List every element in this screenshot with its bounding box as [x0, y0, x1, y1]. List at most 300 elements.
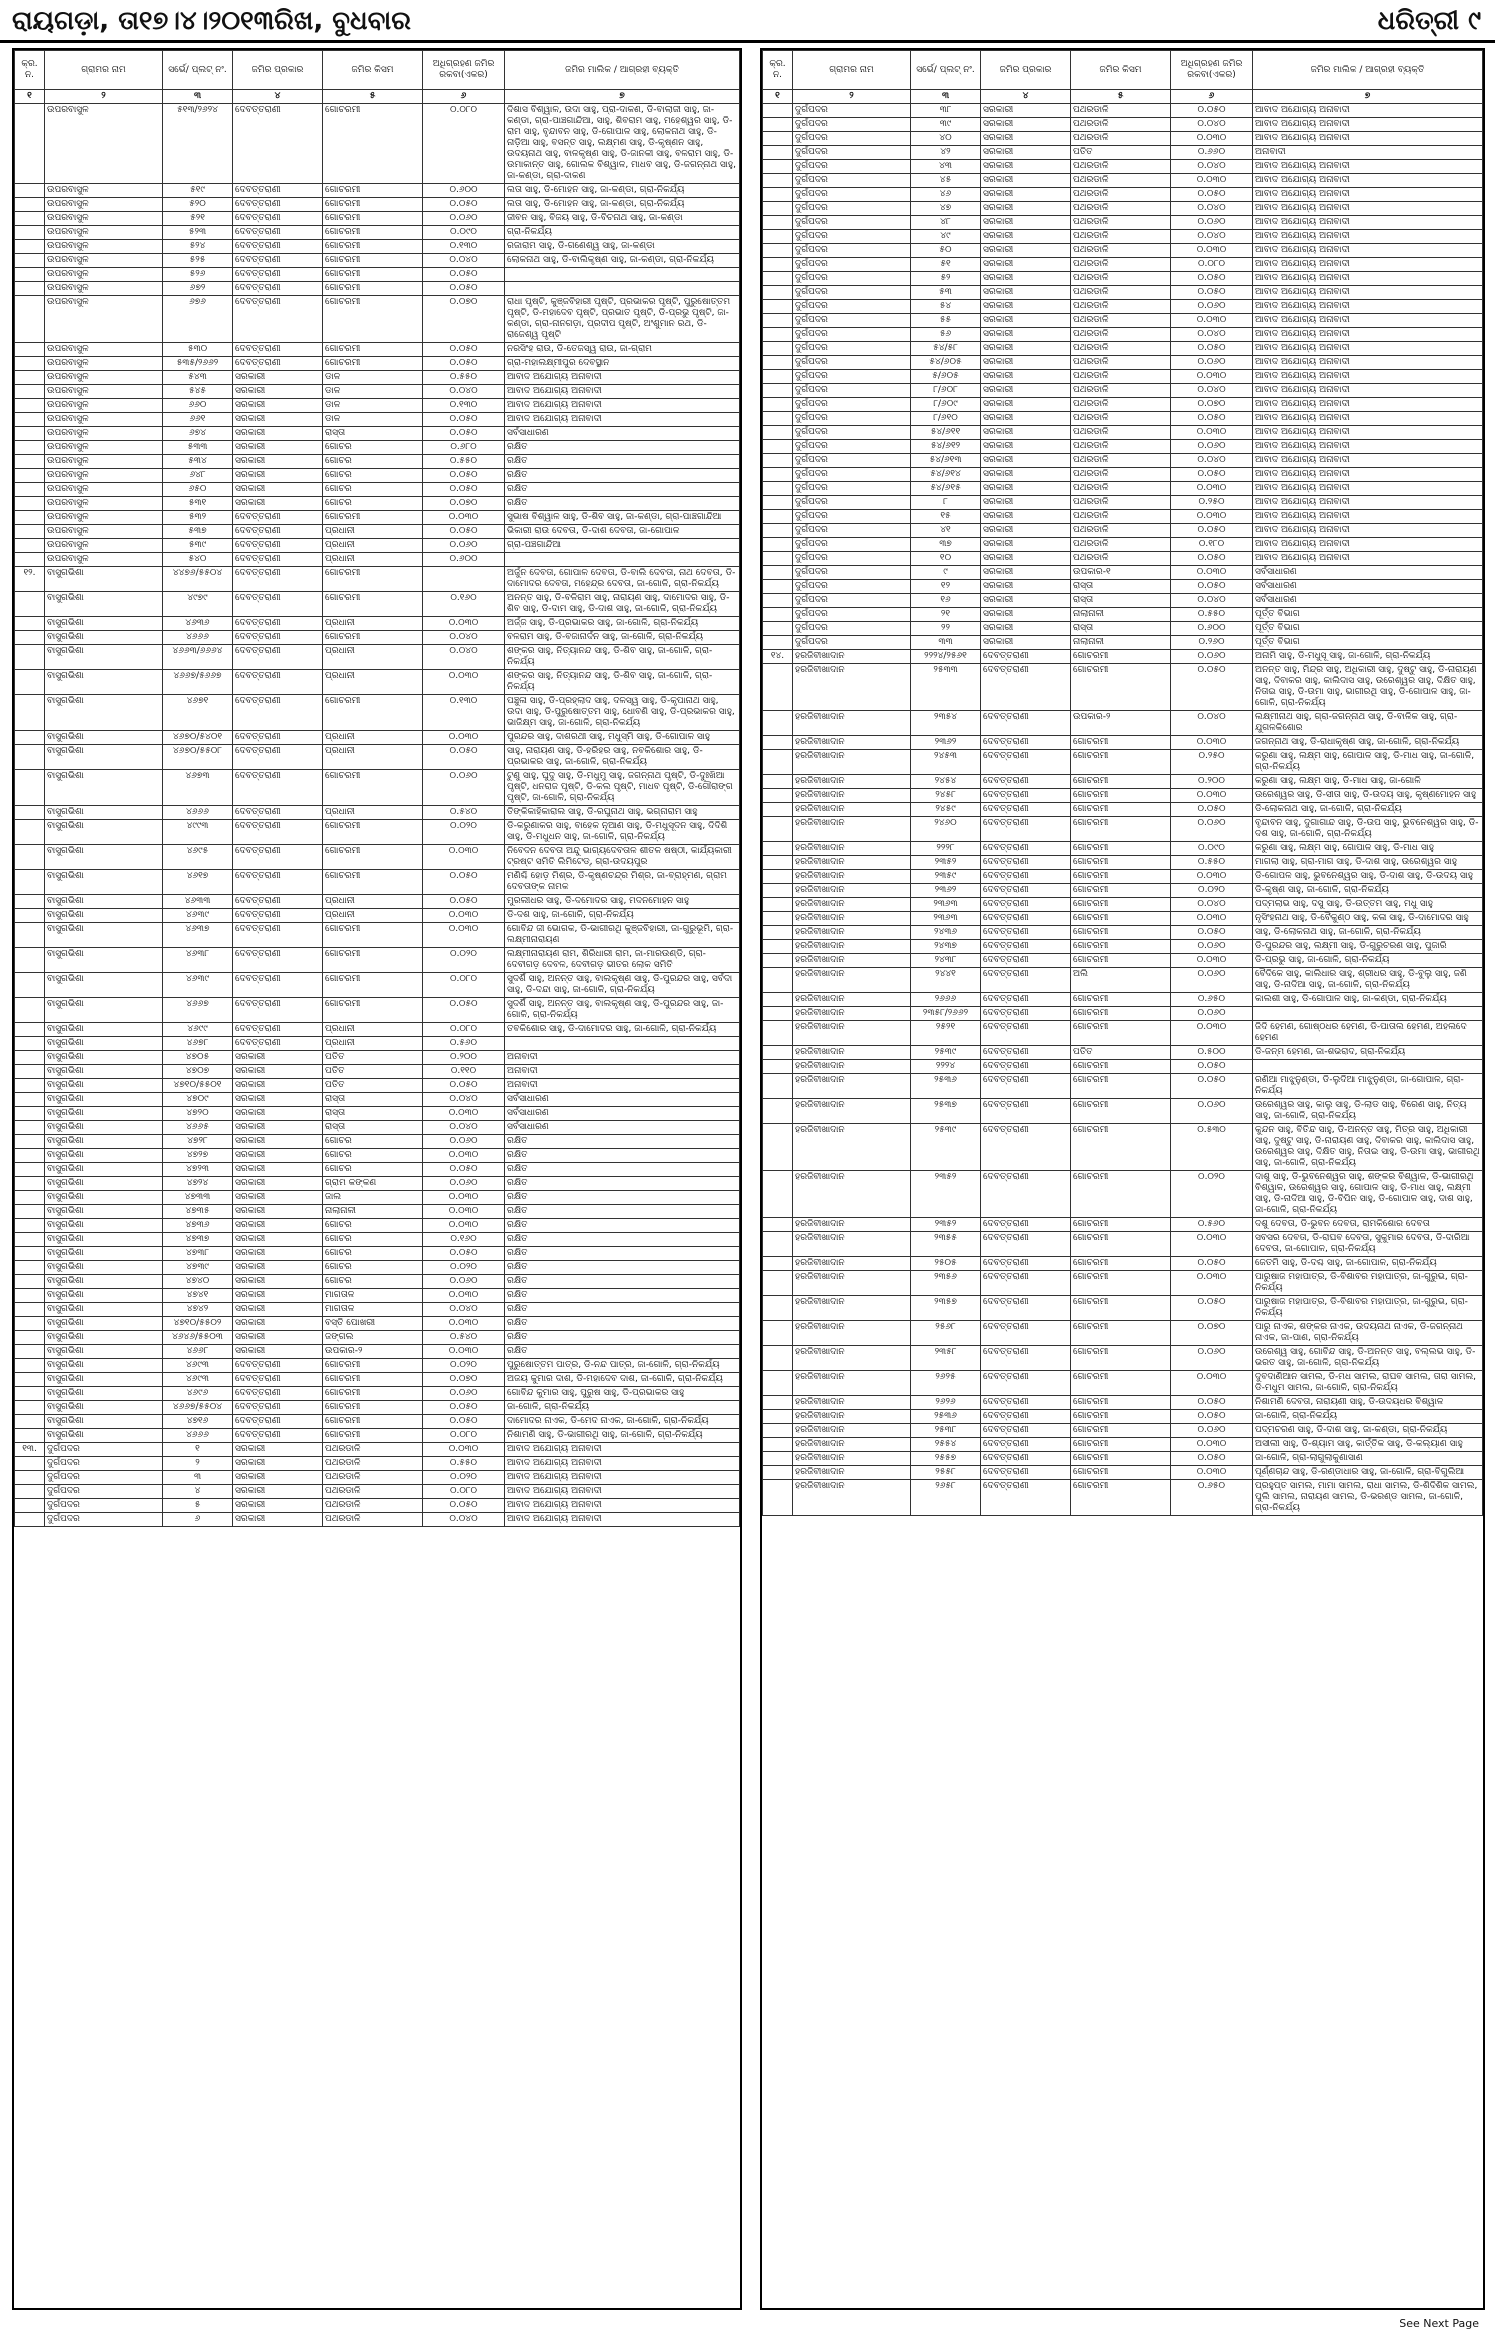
- cell-sl: [15, 923, 45, 948]
- cell-kisam: ଡାଳ: [323, 385, 423, 399]
- table-row: [763, 1074, 1483, 1099]
- table-row: [15, 1275, 740, 1289]
- cell-plot: ୫୨୧: [163, 212, 233, 226]
- cell-plot: ୫/୬୦୫: [911, 370, 981, 384]
- cell-plot: ୪୭୪୦: [163, 1275, 233, 1289]
- cell-area: ୦.୦୫୦: [423, 469, 505, 483]
- cell-owner: ଆବାଦ ଅଯୋଗ୍ୟ ଅନାବାଦୀ: [505, 1457, 740, 1471]
- cell-owner: ଆବାଦ ଅଯୋଗ୍ୟ ଅନାବାଦୀ: [1253, 342, 1483, 356]
- cell-plot: ୪୭୦୫: [163, 1051, 233, 1065]
- cell-village: ବାସୁଗଭିଶା: [45, 895, 163, 909]
- cell-sl: [15, 973, 45, 998]
- cell-type: ଦେବତ୍ତରାଣୀ: [233, 1401, 323, 1415]
- cell-type: ସରକାରୀ: [233, 385, 323, 399]
- cell-village: ଦୁର୍ଗପଦର: [793, 104, 911, 118]
- cell-kisam: ପ୍ରଧାନୀ: [323, 539, 423, 553]
- cell-village: ହରଜିବୀଖାଦାନ: [793, 1480, 911, 1516]
- cell-type: ସରକାରୀ: [233, 1107, 323, 1121]
- cell-type: ଦେବତ୍ତରାଣୀ: [981, 1232, 1071, 1257]
- cell-sl: [763, 594, 793, 608]
- table-row: [763, 202, 1483, 216]
- cell-type: ଦେବତ୍ତରାଣୀ: [981, 884, 1071, 898]
- cell-plot: ୪୭୦୭: [163, 1065, 233, 1079]
- cell-kisam: ପଥରଡାଳି: [1071, 412, 1171, 426]
- cell-area: ୦.୦୩୦: [1171, 174, 1253, 188]
- table-row: [763, 244, 1483, 258]
- cell-area: ୦.୦୫୦: [1171, 580, 1253, 594]
- cell-owner: ଆବାଦ ଅଯୋଗ୍ୟ ଅନାବାଦୀ: [1253, 440, 1483, 454]
- cell-area: ୦.୦୩୦: [423, 1205, 505, 1219]
- table-row: [763, 608, 1483, 622]
- cell-owner: କରୁଣା ସାହୁ, ଲକ୍ଷ୍ମ ସାହୁ, ଗୋପାଳ ସାହୁ, ଡି-ମାଧ ସାହୁ, ଜା-ଗୋଳି, ଗ୍ରା-ନିକର୍ଯ୍ୟ: [1253, 750, 1483, 775]
- cell-area: ୦.୦୩୦: [1171, 1271, 1253, 1296]
- table-row: [15, 1387, 740, 1401]
- cell-sl: [15, 399, 45, 413]
- cell-kisam: ପଥରଡାଳି: [1071, 328, 1171, 342]
- cell-plot: ୨୩୬୩: [911, 912, 981, 926]
- table-row: [15, 1317, 740, 1331]
- cell-sl: [763, 898, 793, 912]
- cell-sl: [15, 254, 45, 268]
- cell-sl: [15, 1513, 45, 1527]
- cell-area: ୦.୦୭୦: [423, 296, 505, 343]
- col-number: ୫: [1071, 90, 1171, 104]
- table-row: [763, 328, 1483, 342]
- cell-plot: ୫୨: [911, 272, 981, 286]
- cell-sl: [15, 1359, 45, 1373]
- cell-owner: ଜା-ଗୋଳି, ଗ୍ରା-ନିକର୍ଯ୍ୟ: [505, 1401, 740, 1415]
- cell-sl: [763, 1452, 793, 1466]
- cell-plot: ୨୨୨୮: [911, 842, 981, 856]
- cell-plot: ୫୩୧: [163, 497, 233, 511]
- cell-kisam: ଗୋଚର: [323, 469, 423, 483]
- cell-area: ୦.୦୭୦: [423, 1373, 505, 1387]
- cell-type: ସରକାରୀ: [233, 1191, 323, 1205]
- cell-owner: ରକ୍ଷିତ: [505, 1219, 740, 1233]
- cell-type: ଦେବତ୍ତରାଣୀ: [233, 1415, 323, 1429]
- cell-village: ହରଜିବୀଖାଦାନ: [793, 650, 911, 664]
- cell-type: ସରକାରୀ: [981, 622, 1071, 636]
- cell-owner: ରକ୍ଷିତ: [505, 1149, 740, 1163]
- cell-kisam: ଗୋଚରମୀ: [323, 1387, 423, 1401]
- cell-owner: ପୂର୍ତ୍ତ ବିଭାଗ: [1253, 636, 1483, 650]
- cell-plot: ୨୩୫୫: [911, 1232, 981, 1257]
- cell-area: ୦.୦୫୦: [423, 1079, 505, 1093]
- cell-sl: [15, 1429, 45, 1443]
- cell-owner: ଅନନ୍ତ ସାହୁ, ମିନ୍ଦ୍ର ସାହୁ, ଅଧିକାରୀ ସାହୁ, ଦୁଷ୍ଟୁ ସାହୁ, ଡି-ନାରାୟଣ ସାହୁ, ଦିବାକର ସାହୁ, କାଲିଦାସ ସାହୁ, ଉରେଶ୍ୱର ସାହୁ, ଦିକ୍ଷିତ ସାହୁ, ନିତାଇ ସାହୁ, ଡି-ଉମା ସାହୁ, ଭାଗୀରଥି ସାହୁ, ଡି-ଗୋପାଳ ସାହୁ, ଜା-ଗୋଳି, ଗ୍ରା-ନିକର୍ଯ୍ୟ: [1253, 664, 1483, 711]
- cell-owner: ପୂର୍ଣ୍ଣଚାନ୍ଦ ସାହୁ, ଡି-ରଣ୍ଡାଧାର ସାହୁ, ଜା-ଗୋଳି, ଗ୍ରା-ବିଗୁଲିଆ: [1253, 1466, 1483, 1480]
- cell-type: ସରକାରୀ: [233, 1457, 323, 1471]
- left-column: [12, 48, 742, 2310]
- cell-owner: ଆବାଦ ଅଯୋଗ୍ୟ ଅନାବାଦୀ: [505, 1499, 740, 1513]
- cell-village: ବାସୁଗଭିଶା: [45, 1163, 163, 1177]
- cell-area: ୦.୦୩୦: [1171, 482, 1253, 496]
- table-row: [15, 553, 740, 567]
- cell-plot: ୨୫୩୯: [911, 1124, 981, 1171]
- cell-kisam: ପ୍ରଧାନୀ: [323, 525, 423, 539]
- cell-sl: [15, 745, 45, 770]
- cell-kisam: ଉପକାର-୧: [1071, 566, 1171, 580]
- cell-owner: କୁନ୍ଦନ ସାହୁ, ବିତିନ୍ଦ ସାହୁ, ଡି-ଅନନ୍ତ ସାହୁ, ମିତ୍ର ସାହୁ, ଅଧିକାରୀ ସାହୁ, ଦୁଷ୍ଟୁ ସାହୁ, ଡି-ନାରାୟଣ ସାହୁ, ଦିବାକର ସାହୁ, କାଲିଦାସ ସାହୁ, ଉରେଶ୍ୱର ସାହୁ, ଦିକ୍ଷିତ ସାହୁ, ନିତାଇ ସାହୁ, ଡି-ଉମା ସାହୁ, ଭାଗୀରଥି ସାହୁ, ଜା-ଗୋଳି, ଗ୍ରା-ନିକର୍ଯ୍ୟ: [1253, 1124, 1483, 1171]
- cell-area: ୦.୦୫୦: [423, 1163, 505, 1177]
- cell-plot: ୪୬୭୧: [163, 695, 233, 731]
- cell-plot: ୫୩୭: [163, 525, 233, 539]
- table-row: [15, 1415, 740, 1429]
- cell-village: ହରଜିବୀଖାଦାନ: [793, 1271, 911, 1296]
- cell-sl: [15, 631, 45, 645]
- cell-plot: ୬୬୦: [163, 399, 233, 413]
- cell-kisam: ମାଗତାଳ: [323, 1303, 423, 1317]
- col-type: ଜମିର ପ୍ରକାର: [981, 51, 1071, 90]
- table-row: [15, 948, 740, 973]
- cell-type: ସରକାରୀ: [981, 482, 1071, 496]
- cell-type: ସରକାରୀ: [981, 104, 1071, 118]
- table-row: [763, 314, 1483, 328]
- cell-type: ଦେବତ୍ତରାଣୀ: [981, 1124, 1071, 1171]
- cell-village: ବାସୁଗଭିଶା: [45, 948, 163, 973]
- cell-village: ଉପରବାସୁଳ: [45, 427, 163, 441]
- cell-kisam: ଗୋଚରମୀ: [323, 296, 423, 343]
- cell-type: ସରକାରୀ: [981, 202, 1071, 216]
- cell-owner: ଅନାବାଦୀ: [505, 1079, 740, 1093]
- cell-sl: [15, 1387, 45, 1401]
- table-row: [763, 803, 1483, 817]
- cell-area: ୦.୦୬୦: [1171, 1099, 1253, 1124]
- cell-area: ୦.୦୩୦: [423, 1107, 505, 1121]
- cell-plot: ୪୭୨୭: [163, 1149, 233, 1163]
- cell-type: ଦେବତ୍ତରାଣୀ: [233, 909, 323, 923]
- table-row: [15, 104, 740, 184]
- cell-area: ୦.୦୫୦: [1171, 468, 1253, 482]
- table-row: [763, 342, 1483, 356]
- cell-village: ଉପରବାସୁଳ: [45, 371, 163, 385]
- cell-type: ସରକାରୀ: [233, 455, 323, 469]
- table-row: [15, 296, 740, 343]
- cell-area: ୦.୦୩୦: [1171, 370, 1253, 384]
- cell-plot: ୫୪/୫୮: [911, 342, 981, 356]
- cell-area: ୦.୦୬୦: [1171, 1007, 1253, 1021]
- cell-type: ସରକାରୀ: [233, 371, 323, 385]
- table-row: [763, 468, 1483, 482]
- cell-sl: [15, 1177, 45, 1191]
- cell-type: ଦେବତ୍ତରାଣୀ: [981, 1218, 1071, 1232]
- cell-area: ୦.୦୫୦: [423, 525, 505, 539]
- cell-area: ୦.୦୫୦: [423, 427, 505, 441]
- table-row: [15, 895, 740, 909]
- cell-kisam: ରାସ୍ତା: [1071, 580, 1171, 594]
- cell-owner: ମାଗଲା ସାହୁ, ଗ୍ରା-ମାଗ ସାହୁ, ଡି-ଦାଶ ସାହୁ, ଉରେଶ୍ୱର ସାହୁ: [1253, 856, 1483, 870]
- col-area: ଅଧିଗ୍ରହଣ ଜମିର ରକବା(ଏକର): [423, 51, 505, 90]
- table-row: [763, 993, 1483, 1007]
- cell-plot: ୫୪/୬୧୪: [911, 468, 981, 482]
- cell-owner: ଆବାଦ ଅଯୋଗ୍ୟ ଅନାବାଦୀ: [1253, 118, 1483, 132]
- cell-village: ହରଜିବୀଖାଦାନ: [793, 940, 911, 954]
- cell-village: ବାସୁଗଭିଶା: [45, 820, 163, 845]
- cell-owner: ଆବାଦ ଅଯୋଗ୍ୟ ଅନାବାଦୀ: [1253, 286, 1483, 300]
- cell-plot: ୮/୬୦୮: [911, 384, 981, 398]
- table-row: [15, 1051, 740, 1065]
- cell-sl: [15, 282, 45, 296]
- cell-area: ୦.୦୬୦: [423, 1387, 505, 1401]
- cell-owner: ଆବାଦ ଅଯୋଗ୍ୟ ଅନାବାଦୀ: [1253, 314, 1483, 328]
- cell-sl: [15, 104, 45, 184]
- cell-village: ବାସୁଗଭିଶା: [45, 1079, 163, 1093]
- cell-village: ଦୁର୍ଗପଦର: [793, 608, 911, 622]
- cell-village: ହରଜିବୀଖାଦାନ: [793, 1171, 911, 1218]
- cell-type: ଦେବତ୍ତରାଣୀ: [233, 806, 323, 820]
- cell-type: ସରକାରୀ: [981, 538, 1071, 552]
- cell-village: ହରଜିବୀଖାଦାନ: [793, 898, 911, 912]
- cell-village: ବାସୁଗଭିଶା: [45, 695, 163, 731]
- cell-owner: ରକ୍ଷିତ: [505, 1317, 740, 1331]
- cell-owner: ଭିକାରୀ ରାଉ ଦେବତା, ଡି-ଦାଶ ଦେବତା, ଜା-ଗୋପାଳ: [505, 525, 740, 539]
- cell-kisam: ପଥରଡାଳି: [1071, 104, 1171, 118]
- cell-sl: [763, 750, 793, 775]
- cell-village: ଦୁର୍ଗପଦର: [793, 412, 911, 426]
- cell-area: ୦.୦୩୦: [1171, 566, 1253, 580]
- cell-plot: ୧୨: [911, 580, 981, 594]
- table-row: [15, 1331, 740, 1345]
- cell-plot: ୫୪: [911, 300, 981, 314]
- cell-sl: [15, 1093, 45, 1107]
- cell-sl: [763, 912, 793, 926]
- cell-sl: [763, 789, 793, 803]
- cell-village: ବାସୁଗଭିଶା: [45, 1345, 163, 1359]
- cell-kisam: ରାସ୍ତା: [1071, 594, 1171, 608]
- cell-owner: ବୈଦିକେ ସାହୁ, କାଲିଧାର ସାହୁ, ଶ୍ରୀଧର ସାହୁ, ଡି-ବୁଲୁ ସାହୁ, ଜଣି ସାହୁ, ଡି-ନାଦିଆ ସାହୁ, ଜା-ଗୋଳି, ଗ୍ରା-ନିକର୍ଯ୍ୟ: [1253, 968, 1483, 993]
- cell-owner: ରଜାରାମ ସାହୁ, ଡି-ଗଣେଶ୍ୱ ସାହୁ, ଜା-କଣ୍ଡା: [505, 240, 740, 254]
- cell-type: ଦେବତ୍ତରାଣୀ: [233, 923, 323, 948]
- cell-plot: ୨୪୪୧: [911, 968, 981, 993]
- cell-plot: ୬୬୧: [163, 413, 233, 427]
- cell-sl: [15, 1331, 45, 1345]
- cell-type: ଦେବତ୍ତରାଣୀ: [981, 1396, 1071, 1410]
- cell-area: ୦.୦୩୦: [1171, 510, 1253, 524]
- table-row: [15, 1261, 740, 1275]
- cell-kisam: ପଥରଡାଳି: [1071, 342, 1171, 356]
- cell-sl: ୧୪.: [763, 650, 793, 664]
- cell-village: ଦୁର୍ଗପଦର: [45, 1485, 163, 1499]
- cell-type: ଦେବତ୍ତରାଣୀ: [981, 664, 1071, 711]
- cell-owner: ଡି-ଜନ୍ମ ହେମଣ, ଜା-ଶଭରାଦ, ଗ୍ରା-ନିକର୍ଯ୍ୟ: [1253, 1046, 1483, 1060]
- cell-plot: ୫: [163, 1499, 233, 1513]
- cell-kisam: ଗୋଚରମୀ: [323, 184, 423, 198]
- cell-area: ୦.୦୩୦: [1171, 912, 1253, 926]
- cell-kisam: ପଥରଡାଳି: [1071, 188, 1171, 202]
- cell-type: ଦେବତ୍ତରାଣୀ: [233, 631, 323, 645]
- cell-type: ଦେବତ୍ତରାଣୀ: [233, 198, 323, 212]
- cell-area: ୦.୧୧୦: [423, 1065, 505, 1079]
- cell-plot: ୨୬୨୬: [911, 1396, 981, 1410]
- cell-plot: ୨୫୩୬: [911, 1074, 981, 1099]
- cell-type: ଦେବତ୍ତରାଣୀ: [233, 268, 323, 282]
- cell-plot: ୨୩୫୯: [911, 870, 981, 884]
- cell-area: ୦.୬୫୦: [1171, 993, 1253, 1007]
- cell-village: ଉପରବାସୁଳ: [45, 539, 163, 553]
- cell-plot: ୨୩୫୬: [911, 1271, 981, 1296]
- cell-area: ୦.୦୪୦: [1171, 711, 1253, 736]
- cell-village: ହରଜିବୀଖାଦାନ: [793, 1321, 911, 1346]
- cell-owner: ରକ୍ଷିତ: [505, 1289, 740, 1303]
- cell-sl: [15, 1317, 45, 1331]
- cell-area: ୦.୫୫୦: [423, 1457, 505, 1471]
- cell-type: ସରକାରୀ: [981, 272, 1071, 286]
- cell-plot: ୪୮: [911, 216, 981, 230]
- table-row: [763, 272, 1483, 286]
- cell-plot: ୪୬୯୩: [163, 1359, 233, 1373]
- table-row: [763, 842, 1483, 856]
- cell-kisam: ଗୋଚରମୀ: [323, 226, 423, 240]
- cell-village: ବାସୁଗଭିଶା: [45, 1205, 163, 1219]
- cell-plot: ୨୫୩୭: [911, 1099, 981, 1124]
- cell-kisam: ଗୋଚରମୀ: [1071, 1218, 1171, 1232]
- cell-kisam: ପ୍ରଧାନୀ: [323, 745, 423, 770]
- cell-area: ୦.୦୩୦: [1171, 789, 1253, 803]
- cell-village: ଉପରବାସୁଳ: [45, 212, 163, 226]
- cell-plot: ୪୬୬୭: [163, 998, 233, 1023]
- cell-plot: ୨୩୫୪: [911, 711, 981, 736]
- cell-village: ହରଜିବୀଖାଦାନ: [793, 1452, 911, 1466]
- cell-type: ଦେବତ୍ତରାଣୀ: [233, 226, 323, 240]
- cell-type: ସରକାରୀ: [981, 356, 1071, 370]
- table-row: [15, 1247, 740, 1261]
- table-row: [763, 898, 1483, 912]
- cell-village: ଉପରବାସୁଳ: [45, 240, 163, 254]
- cell-owner: କରୁଣା ସାହୁ, ଲକ୍ଷ୍ମ ସାହୁ, ଗୋପାଳ ସାହୁ, ଡି-ମାଧ ସାହୁ: [1253, 842, 1483, 856]
- cell-sl: [763, 1099, 793, 1124]
- cell-village: ଦୁର୍ଗପଦର: [793, 132, 911, 146]
- cell-kisam: ପ୍ରଧାନୀ: [323, 553, 423, 567]
- cell-kisam: ପଥରଡାଳି: [1071, 286, 1171, 300]
- cell-kisam: ପଥରଡାଳି: [1071, 356, 1171, 370]
- cell-sl: [763, 1346, 793, 1371]
- cell-village: ଦୁର୍ଗପଦର: [793, 188, 911, 202]
- cell-plot: ୨୪୩୭: [911, 940, 981, 954]
- cell-village: ବାସୁଗଭିଶା: [45, 1247, 163, 1261]
- cell-plot: ୬୭୪: [163, 427, 233, 441]
- table-row: [763, 580, 1483, 594]
- table-row: [15, 198, 740, 212]
- cell-kisam: ପଥରଡାଳି: [1071, 244, 1171, 258]
- table-row: [15, 1443, 740, 1457]
- cell-village: ବାସୁଗଭିଶା: [45, 731, 163, 745]
- cell-sl: [763, 954, 793, 968]
- cell-sl: [763, 342, 793, 356]
- cell-plot: ୫୧୯: [163, 184, 233, 198]
- cell-owner: ପୁରୁଷୋତ୍ତମ ପାତ୍ର, ଡି-ନନ୍ଦ ପାତ୍ର, ଜା-ଗୋଳି, ଗ୍ରା-ନିକର୍ଯ୍ୟ: [505, 1359, 740, 1373]
- cell-owner: ଅନାବାଦୀ: [505, 1065, 740, 1079]
- cell-plot: ୨୨୨୪/୨୫୬୧: [911, 650, 981, 664]
- cell-kisam: ଜଙ୍ଗଲ: [323, 1331, 423, 1345]
- cell-sl: [15, 948, 45, 973]
- footer-next-page: See Next Page: [1399, 2317, 1479, 2330]
- cell-kisam: ଗୋଚର: [323, 1233, 423, 1247]
- cell-sl: [763, 1371, 793, 1396]
- cell-sl: [763, 244, 793, 258]
- cell-sl: [763, 328, 793, 342]
- cell-type: ଦେବତ୍ତରାଣୀ: [233, 592, 323, 617]
- cell-plot: ୪୬୧୭: [163, 870, 233, 895]
- table-row: [15, 1149, 740, 1163]
- cell-kisam: ଗୋଚରମୀ: [323, 254, 423, 268]
- cell-sl: [15, 909, 45, 923]
- cell-plot: ୨୪୩୮: [911, 954, 981, 968]
- cell-sl: [763, 300, 793, 314]
- cell-kisam: ଅଲି: [1071, 968, 1171, 993]
- cell-area: ୦.୦୪୦: [1171, 454, 1253, 468]
- cell-kisam: ଗୋଚରମୀ: [1071, 1466, 1171, 1480]
- table-row: [763, 1452, 1483, 1466]
- cell-type: ସରକାରୀ: [233, 1233, 323, 1247]
- cell-village: ଉପରବାସୁଳ: [45, 553, 163, 567]
- cell-sl: [763, 884, 793, 898]
- cell-area: ୦.୦୪୦: [1171, 594, 1253, 608]
- cell-kisam: ପ୍ରଧାନୀ: [323, 731, 423, 745]
- cell-sl: [15, 525, 45, 539]
- cell-area: ୦.୦୮୦: [423, 1429, 505, 1443]
- table-row: [15, 670, 740, 695]
- cell-owner: ଉରେଶ୍ୱର ସାହୁ, କାଲୁ ସାହୁ, ଡି-ଲାଡ ସାହୁ, ବିରେଣ ସାହୁ, ନିତ୍ୟ ସାହୁ, ଜା-ଗୋଳି, ଗ୍ରା-ନିକର୍ଯ୍ୟ: [1253, 1099, 1483, 1124]
- cell-kisam: ଗୋଚର: [323, 1219, 423, 1233]
- table-row: [763, 118, 1483, 132]
- cell-sl: [15, 1499, 45, 1513]
- cell-village: ଉପରବାସୁଳ: [45, 525, 163, 539]
- table-row: [15, 909, 740, 923]
- table-row: [763, 884, 1483, 898]
- cell-sl: [763, 1021, 793, 1046]
- cell-plot: ୪୬୭୩: [163, 770, 233, 806]
- cell-kisam: ଗୋଚର: [323, 1261, 423, 1275]
- cell-kisam: ପତିତ: [323, 1065, 423, 1079]
- cell-plot: ୨୩୬୩: [911, 898, 981, 912]
- cell-type: ଦେବତ୍ତରାଣୀ: [981, 1466, 1071, 1480]
- table-row: [763, 1060, 1483, 1074]
- cell-type: ସରକାରୀ: [981, 454, 1071, 468]
- cell-kisam: ଗୋଚରମୀ: [1071, 898, 1171, 912]
- cell-owner: ପଦ୍ମଲାଭ ସାହୁ, ଦସୁ ସାହୁ, ଡି-ଉତ୍ତମ ସାହୁ, ମଧୁ ସାହୁ: [1253, 898, 1483, 912]
- table-row: [763, 789, 1483, 803]
- cell-village: ବାସୁଗଭିଶା: [45, 592, 163, 617]
- cell-owner: ରଣିଆ ମାଝୁନୁଣ୍ଡା, ଡି-ଲୁଦିଆ ମାଝୁନୁଣ୍ଡା, ଜା-ଗୋପାଳ, ଗ୍ରା-ନିକର୍ଯ୍ୟ: [1253, 1074, 1483, 1099]
- cell-type: ଦେବତ୍ତରାଣୀ: [981, 1099, 1071, 1124]
- cell-sl: [15, 226, 45, 240]
- cell-area: ୦.୦୩୦: [1171, 314, 1253, 328]
- cell-owner: ସର୍ବସାଧାରଣ: [1253, 566, 1483, 580]
- table-row: [763, 1346, 1483, 1371]
- cell-village: ଦୁର୍ଗପଦର: [793, 580, 911, 594]
- cell-owner: ସୁଦର୍ଶି ସାହୁ, ଅନନ୍ତ ସାହୁ, ବାଲକୃଷ୍ଣ ସାହୁ, ଡି-ପୁରନ୍ଦର ସାହୁ, ଜା-ଗୋଳି, ଗ୍ରା-ନିକର୍ଯ୍ୟ: [505, 998, 740, 1023]
- cell-type: ଦେବତ୍ତରାଣୀ: [981, 1046, 1071, 1060]
- table-row: [15, 1499, 740, 1513]
- cell-type: ଦେବତ୍ତରାଣୀ: [981, 926, 1071, 940]
- cell-kisam: ଡାଳ: [323, 399, 423, 413]
- cell-owner: ମଣିଶ୍ଚି ହୋଡ଼ ମିଶ୍ର, ଡି-କୃଷ୍ଣଚନ୍ଦ୍ର ମିଶ୍ର, ଜା-ବ୍ରାହ୍ମଣ, ଗ୍ରାମ ଦେବତାଙ୍କ ନାମକ: [505, 870, 740, 895]
- cell-village: ହରଜିବୀଖାଦାନ: [793, 912, 911, 926]
- cell-village: ଦୁର୍ଗପଦର: [793, 552, 911, 566]
- cell-kisam: ନାଲାନାଳୀ: [1071, 608, 1171, 622]
- cell-type: ସରକାରୀ: [981, 328, 1071, 342]
- cell-kisam: ପ୍ରଧାନୀ: [323, 1023, 423, 1037]
- cell-plot: ୨୬୬୬: [911, 993, 981, 1007]
- cell-type: ସରକାରୀ: [981, 468, 1071, 482]
- table-row: [763, 188, 1483, 202]
- cell-village: ବାସୁଗଭିଶା: [45, 1331, 163, 1345]
- cell-sl: [15, 1303, 45, 1317]
- cell-area: ୦.୦୫୦: [423, 1401, 505, 1415]
- cell-plot: ୧୫: [911, 510, 981, 524]
- table-row: [763, 1257, 1483, 1271]
- cell-area: ୦.୦୫୦: [423, 282, 505, 296]
